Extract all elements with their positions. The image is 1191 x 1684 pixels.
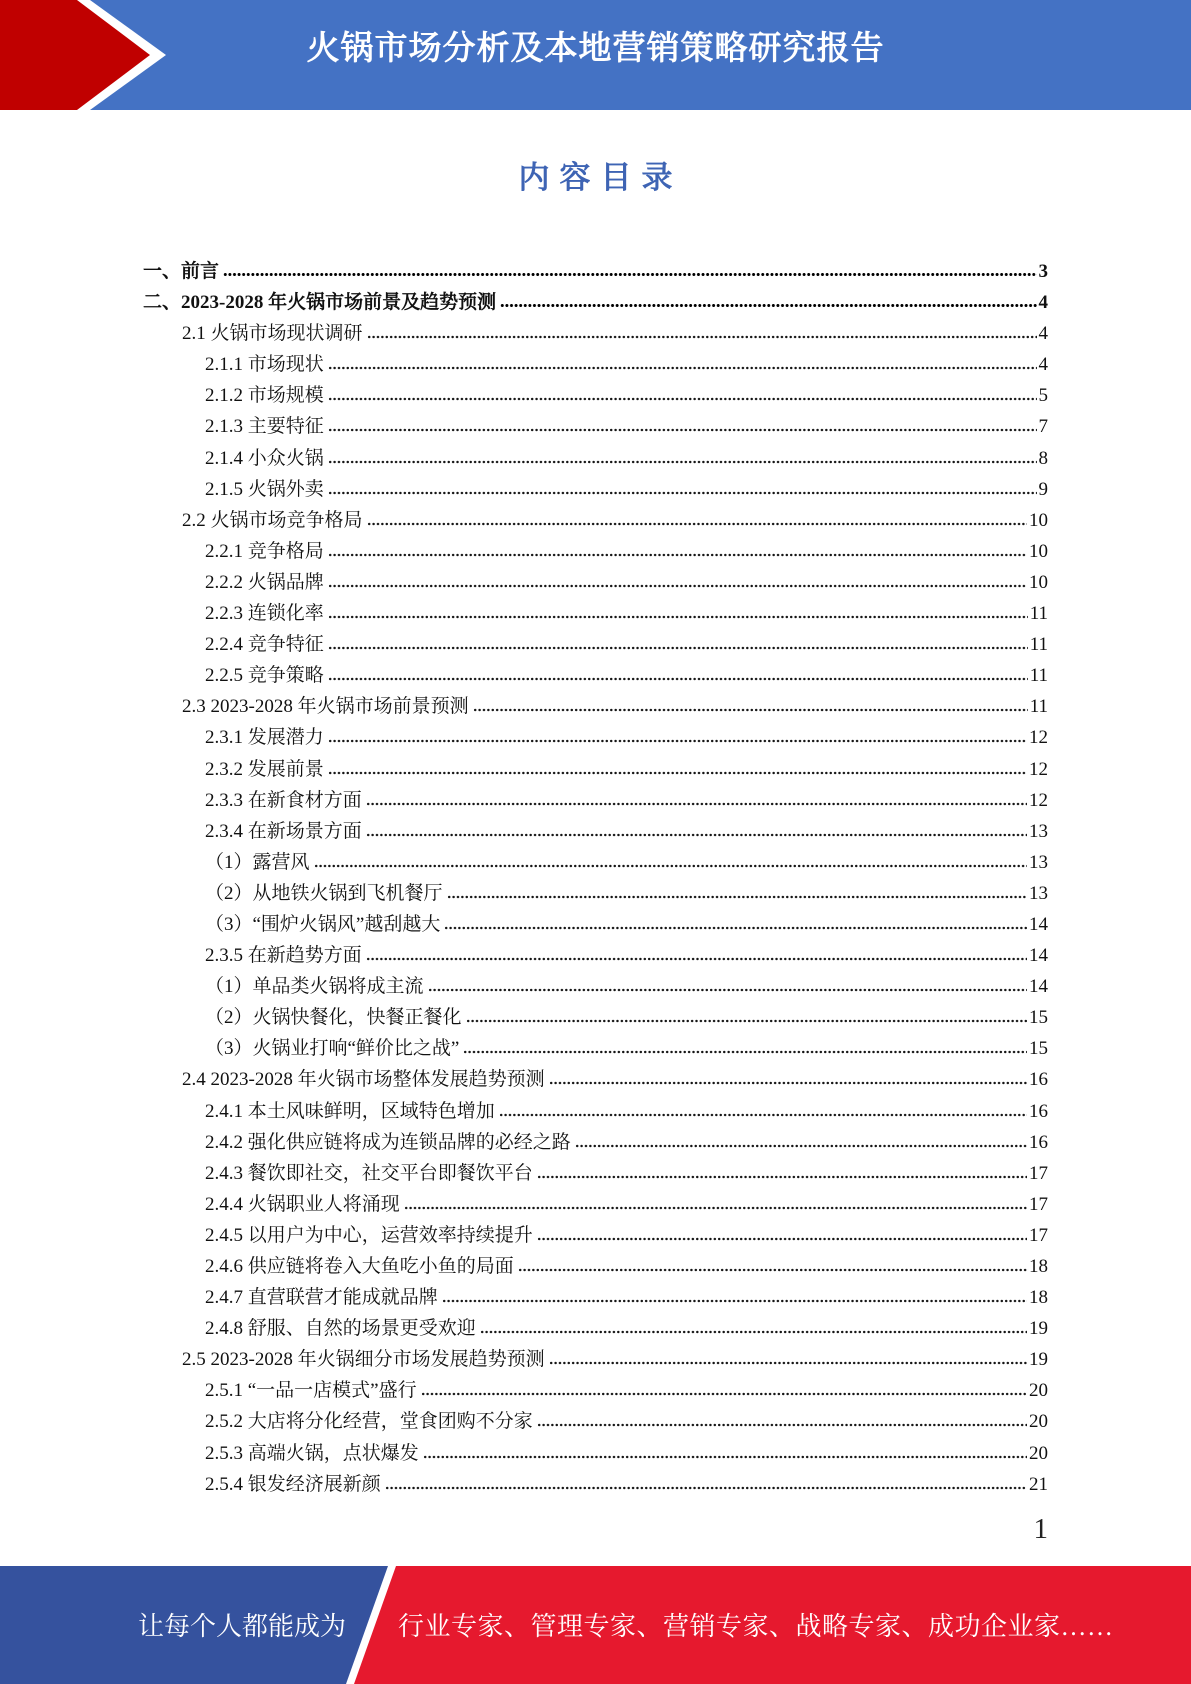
toc-entry[interactable] xyxy=(143,1127,1048,1158)
toc-entry-label: 2.4.4 火锅职业人将涌现 xyxy=(205,1193,400,1215)
toc-entry-page: 3 xyxy=(1038,261,1048,282)
toc-leader-dots xyxy=(463,1050,1027,1054)
footer-slogan-left: 让每个人都能成为 xyxy=(138,1612,347,1641)
toc-entry[interactable] xyxy=(143,1313,1048,1344)
toc-entry-label: 2.2.3 连锁化率 xyxy=(205,603,324,625)
toc-entry-label: 2.4.6 供应链将卷入大鱼吃小鱼的局面 xyxy=(205,1256,514,1277)
toc-entry[interactable] xyxy=(143,785,1048,816)
toc-entry-page: 8 xyxy=(1038,447,1048,469)
report-title: 火锅市场分析及本地营销策略研究报告 xyxy=(306,29,885,66)
toc-entry[interactable] xyxy=(143,598,1048,629)
toc-entry-page: 12 xyxy=(1029,758,1048,780)
toc-heading: 内容目录 xyxy=(518,160,683,195)
toc-entry[interactable] xyxy=(143,940,1048,971)
toc-entry-page: 14 xyxy=(1029,913,1048,935)
toc-entry[interactable] xyxy=(143,1469,1048,1500)
toc-entry-page: 10 xyxy=(1029,509,1048,531)
toc-entry[interactable] xyxy=(143,349,1048,380)
toc-entry-label: 2.3.3 在新食材方面 xyxy=(205,789,362,811)
toc-entry[interactable] xyxy=(143,1344,1048,1375)
toc-entry[interactable] xyxy=(143,318,1048,349)
toc-entry-label: 一、前言 xyxy=(143,261,220,282)
toc-leader-dots xyxy=(328,428,1037,432)
toc-entry-page: 4 xyxy=(1038,292,1048,314)
toc-entry-page: 10 xyxy=(1029,540,1048,562)
toc-leader-dots xyxy=(428,988,1027,992)
toc-entry[interactable] xyxy=(143,1002,1048,1033)
toc-entry[interactable] xyxy=(143,878,1048,909)
toc-leader-dots xyxy=(328,677,1028,681)
toc-entry-page: 7 xyxy=(1038,416,1048,438)
toc-entry[interactable] xyxy=(143,754,1048,785)
toc-entry-page: 14 xyxy=(1029,976,1048,998)
toc-entry[interactable] xyxy=(143,660,1048,691)
toc-leader-dots xyxy=(328,397,1037,401)
toc-entry[interactable] xyxy=(143,722,1048,753)
toc-entry[interactable] xyxy=(143,1158,1048,1189)
toc-entry-label: （2）从地铁火锅到飞机餐厅 xyxy=(205,882,443,904)
toc-entry[interactable] xyxy=(143,1251,1048,1282)
toc-entry[interactable] xyxy=(143,971,1048,1002)
toc-entry-label: （3）“围炉火锅风”越刮越大 xyxy=(205,913,441,935)
toc-entry[interactable] xyxy=(143,256,1048,287)
toc-entry-page: 16 xyxy=(1029,1100,1048,1122)
toc-entry-label: 2.5.3 高端火锅，点状爆发 xyxy=(205,1442,419,1464)
toc-entry-label: 2.4.5 以用户为中心，运营效率持续提升 xyxy=(205,1224,533,1246)
toc-entry-page: 12 xyxy=(1029,789,1048,811)
toc-entry-page: 19 xyxy=(1029,1349,1048,1371)
toc-entry-label: 2.2 火锅市场竞争格局 xyxy=(182,509,363,531)
toc-leader-dots xyxy=(537,1423,1027,1427)
toc-entry-label: （1）单品类火锅将成主流 xyxy=(205,976,424,998)
toc-entry[interactable] xyxy=(143,629,1048,660)
toc-entry[interactable] xyxy=(143,1220,1048,1251)
toc-leader-dots xyxy=(328,771,1027,775)
toc-leader-dots xyxy=(328,366,1037,370)
toc-entry-label: 2.4.3 餐饮即社交，社交平台即餐饮平台 xyxy=(205,1162,533,1184)
toc-leader-dots xyxy=(575,1144,1027,1148)
toc-entry-page: 11 xyxy=(1029,634,1048,656)
toc-leader-dots xyxy=(328,739,1027,743)
toc-leader-dots xyxy=(367,522,1027,526)
toc-list xyxy=(143,256,1048,1500)
page-header-banner xyxy=(0,0,1191,110)
toc-entry-label: 2.5.2 大店将分化经营，堂食团购不分家 xyxy=(205,1411,533,1433)
toc-entry-label: （3）火锅业打响“鲜价比之战” xyxy=(205,1038,460,1060)
toc-entry-label: 2.4.2 强化供应链将成为连锁品牌的必经之路 xyxy=(205,1131,571,1153)
toc-entry-label: 2.4 2023-2028 年火锅市场整体发展趋势预测 xyxy=(182,1069,545,1091)
toc-entry-page: 4 xyxy=(1038,354,1048,376)
toc-entry-label: 2.5.1 “一品一店模式”盛行 xyxy=(205,1380,417,1402)
toc-leader-dots xyxy=(404,1206,1027,1210)
toc-leader-dots xyxy=(328,646,1028,650)
toc-leader-dots xyxy=(444,926,1027,930)
toc-entry[interactable] xyxy=(143,1282,1048,1313)
page-footer xyxy=(0,1566,1191,1684)
toc-leader-dots xyxy=(328,584,1027,588)
toc-entry-label: 2.3.5 在新趋势方面 xyxy=(205,945,362,967)
toc-entry[interactable] xyxy=(143,1438,1048,1469)
toc-entry[interactable] xyxy=(143,411,1048,442)
toc-entry-page: 9 xyxy=(1038,478,1048,500)
toc-entry-page: 16 xyxy=(1029,1131,1048,1153)
toc-entry[interactable] xyxy=(143,505,1048,536)
toc-leader-dots xyxy=(328,491,1037,495)
toc-entry[interactable] xyxy=(143,1033,1048,1064)
toc-entry-label: 2.5 2023-2028 年火锅细分市场发展趋势预测 xyxy=(182,1349,545,1371)
toc-entry[interactable] xyxy=(143,443,1048,474)
toc-entry-page: 20 xyxy=(1029,1380,1048,1402)
toc-entry[interactable] xyxy=(143,816,1048,847)
footer-slogan-right: 行业专家、管理专家、营销专家、战略专家、成功企业家…… xyxy=(398,1612,1114,1641)
toc-leader-dots xyxy=(499,1113,1027,1117)
toc-entry[interactable] xyxy=(143,536,1048,567)
toc-leader-dots xyxy=(366,833,1027,837)
toc-entry-page: 13 xyxy=(1029,820,1048,842)
toc-entry[interactable] xyxy=(143,1375,1048,1406)
toc-entry-label: 2.3.2 发展前景 xyxy=(205,758,324,780)
toc-entry-label: 2.1 火锅市场现状调研 xyxy=(182,323,363,345)
toc-entry-label: 2.2.1 竞争格局 xyxy=(205,540,324,562)
toc-entry[interactable] xyxy=(143,1406,1048,1437)
toc-entry[interactable] xyxy=(143,1064,1048,1095)
toc-leader-dots xyxy=(442,1299,1027,1303)
toc-leader-dots xyxy=(385,1486,1027,1490)
toc-entry-label: 2.5.4 银发经济展新颜 xyxy=(205,1473,381,1495)
toc-leader-dots xyxy=(500,303,1036,308)
toc-leader-dots xyxy=(537,1175,1027,1179)
toc-entry-page: 21 xyxy=(1029,1473,1048,1495)
toc-leader-dots xyxy=(328,553,1027,557)
toc-entry-page: 10 xyxy=(1029,571,1048,593)
toc-leader-dots xyxy=(366,957,1027,961)
toc-entry-page: 12 xyxy=(1029,727,1048,749)
toc-entry-page: 20 xyxy=(1029,1411,1048,1433)
toc-entry-page: 20 xyxy=(1029,1442,1048,1464)
toc-leader-dots xyxy=(466,1019,1027,1023)
toc-entry-label: 2.3.4 在新场景方面 xyxy=(205,820,362,842)
toc-leader-dots xyxy=(473,708,1028,712)
toc-leader-dots xyxy=(314,864,1027,868)
toc-entry-label: 2.2.4 竞争特征 xyxy=(205,634,324,656)
toc-entry-page: 4 xyxy=(1038,323,1048,345)
toc-entry-page: 11 xyxy=(1029,665,1048,687)
toc-entry-page: 13 xyxy=(1029,882,1048,904)
toc-entry[interactable] xyxy=(143,287,1048,318)
toc-entry-label: 2.4.7 直营联营才能成就品牌 xyxy=(205,1287,438,1309)
toc-entry-label: 2.3 2023-2028 年火锅市场前景预测 xyxy=(182,696,469,718)
toc-entry-label: 2.1.1 市场现状 xyxy=(205,354,324,376)
toc-entry-label: 2.4.1 本土风味鲜明，区域特色增加 xyxy=(205,1100,495,1122)
toc-leader-dots xyxy=(223,272,1036,277)
toc-entry[interactable] xyxy=(143,847,1048,878)
toc-entry[interactable] xyxy=(143,567,1048,598)
toc-entry-label: 2.1.4 小众火锅 xyxy=(205,447,324,469)
toc-leader-dots xyxy=(328,615,1028,619)
page-number: 1 xyxy=(1033,1513,1048,1545)
toc-entry-label: 2.4.8 舒服、自然的场景更受欢迎 xyxy=(205,1318,476,1340)
toc-entry-page: 11 xyxy=(1029,603,1048,625)
toc-leader-dots xyxy=(447,895,1027,899)
toc-entry-label: 2.1.2 市场规模 xyxy=(205,385,324,407)
toc-leader-dots xyxy=(421,1392,1027,1396)
toc-entry-page: 15 xyxy=(1029,1038,1048,1060)
toc-leader-dots xyxy=(480,1330,1027,1334)
toc-entry-page: 18 xyxy=(1029,1287,1048,1309)
toc-entry-page: 13 xyxy=(1029,851,1048,873)
toc-entry-label: （2）火锅快餐化，快餐正餐化 xyxy=(205,1007,462,1029)
toc-entry-page: 5 xyxy=(1038,385,1048,407)
toc-entry-page: 16 xyxy=(1029,1069,1048,1091)
toc-entry[interactable] xyxy=(143,380,1048,411)
toc-entry-label: （1）露营风 xyxy=(205,851,310,873)
toc-leader-dots xyxy=(537,1237,1027,1241)
toc-entry-label: 2.2.2 火锅品牌 xyxy=(205,571,324,593)
toc-leader-dots xyxy=(328,460,1037,464)
toc-leader-dots xyxy=(549,1081,1027,1085)
toc-entry-page: 15 xyxy=(1029,1007,1048,1029)
toc-entry[interactable] xyxy=(143,909,1048,940)
toc-entry-label: 二、2023-2028 年火锅市场前景及趋势预测 xyxy=(143,292,497,314)
toc-entry[interactable] xyxy=(143,691,1048,722)
toc-entry-page: 17 xyxy=(1029,1224,1048,1246)
toc-entry[interactable] xyxy=(143,1189,1048,1220)
toc-entry-label: 2.1.5 火锅外卖 xyxy=(205,478,324,500)
toc-leader-dots xyxy=(518,1268,1027,1272)
toc-leader-dots xyxy=(423,1455,1027,1459)
toc-entry-page: 18 xyxy=(1029,1256,1048,1277)
toc-entry-page: 17 xyxy=(1029,1162,1048,1184)
toc-entry-label: 2.3.1 发展潜力 xyxy=(205,727,324,749)
toc-leader-dots xyxy=(366,802,1027,806)
toc-entry-label: 2.1.3 主要特征 xyxy=(205,416,324,438)
toc-leader-dots xyxy=(549,1361,1027,1365)
toc-leader-dots xyxy=(367,335,1037,339)
toc-entry-page: 14 xyxy=(1029,945,1048,967)
toc-entry-page: 11 xyxy=(1029,696,1048,718)
toc-entry[interactable] xyxy=(143,474,1048,505)
toc-entry-label: 2.2.5 竞争策略 xyxy=(205,665,324,687)
toc-entry-page: 17 xyxy=(1029,1193,1048,1215)
toc-entry-page: 19 xyxy=(1029,1318,1048,1340)
toc-entry[interactable] xyxy=(143,1096,1048,1127)
